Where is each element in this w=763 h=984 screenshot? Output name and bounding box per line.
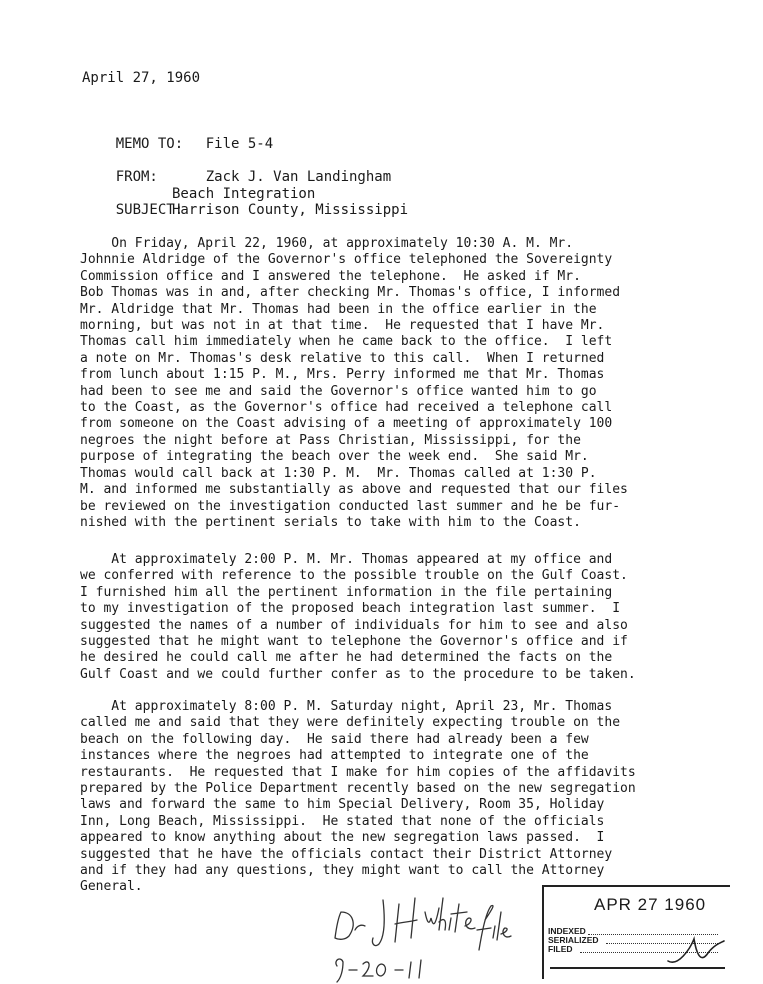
paragraph-line: nished with the pertinent serials to take with him to the Coast. <box>80 514 581 530</box>
stamp-date: APR 27 1960 <box>594 895 707 914</box>
paragraph-line: morning, but was not in at that time. He requested that I have Mr. <box>80 318 605 334</box>
stamp-label-filed: FILED <box>548 944 573 954</box>
stamp-label-serialized: SERIALIZED <box>548 935 599 945</box>
memo-date: April 27, 1960 <box>82 70 201 86</box>
paragraph-line: Johnnie Aldridge of the Governor's office telephoned the Sovereignty <box>80 252 613 268</box>
paragraph-line: Gulf Coast and we could further confer as to the procedure to be taken. <box>80 666 636 682</box>
paragraph-line: Inn, Long Beach, Mississippi. He stated that none of the officials <box>80 813 605 829</box>
paragraph-line: and if they had any questions, they might want to call the Attorney <box>80 863 605 879</box>
paragraph-3 <box>80 699 720 896</box>
paragraph-line: At approximately 8:00 P. M. Saturday night, April 23, Mr. Thomas <box>80 699 613 714</box>
paragraph-line: Bob Thomas was in and, after checking Mr. Thomas's office, I informed <box>80 285 621 301</box>
paragraph-line: a note on Mr. Thomas's desk relative to this call. When I returned <box>80 350 605 366</box>
handwritten-signature <box>325 878 525 984</box>
paragraph-line: laws and forward the same to him Special Delivery, Room 35, Holiday <box>80 797 605 813</box>
paragraph-line: we conferred with reference to the possible trouble on the Gulf Coast. <box>80 568 628 584</box>
stamp-label-indexed: INDEXED <box>548 926 586 936</box>
paragraph-line: beach on the following day. He said there had already been a few <box>80 731 589 747</box>
paragraph-line: M. and informed me substantially as above and requested that our files <box>80 482 628 498</box>
paragraph-line: instances where the negroes had attempted to integrate one of the <box>80 748 589 764</box>
paragraph-line: suggested the names of a number of individuals for him to see and also <box>80 617 628 633</box>
paragraph-line: restaurants. He requested that I make for him copies of the affidavits <box>80 764 636 780</box>
stamp-initials <box>664 931 726 971</box>
paragraph-line: Thomas call him immediately when he came back to the office. I left <box>80 334 613 350</box>
paragraph-line: appeared to know anything about the new segregation laws passed. I <box>80 830 605 846</box>
paragraph-line: Mr. Aldridge that Mr. Thomas had been in the office earlier in the <box>80 301 597 317</box>
from-value: Zack J. Van Landingham <box>205 169 392 185</box>
memo-to-label: MEMO TO: <box>115 136 184 152</box>
memo-to-value: File 5-4 <box>205 136 274 152</box>
subject-label: SUBJECT: <box>115 202 184 218</box>
subject-value <box>172 186 408 218</box>
paragraph-line: he desired he could call me after he had determined the facts on the <box>80 650 613 666</box>
paragraph-line: purpose of integrating the beach over the week end. She said Mr. <box>80 449 589 465</box>
subject-line-2: Harrison County, Mississippi <box>172 202 409 218</box>
paragraph-line: from someone on the Coast advising of a meeting of approximately 100 <box>80 416 613 432</box>
paragraph-line: General. <box>80 879 143 895</box>
paragraph-line: On Friday, April 22, 1960, at approximately 10:30 A. M. Mr. <box>80 236 574 251</box>
paragraph-line: to the Coast, as the Governor's office had received a telephone call <box>80 400 613 416</box>
paragraph-line: suggested that he have the officials contact their District Attorney <box>80 846 613 862</box>
paragraph-line: Thomas would call back at 1:30 P. M. Mr. Thomas called at 1:30 P. <box>80 465 597 481</box>
paragraph-line: negroes the night before at Pass Christian, Mississippi, for the <box>80 432 581 448</box>
from-label: FROM: <box>115 169 158 185</box>
paragraph-line: be reviewed on the investigation conducted last summer and he be fur- <box>80 498 621 514</box>
paragraph-1 <box>80 236 720 531</box>
paragraph-line: Commission office and I answered the telephone. He asked if Mr. <box>80 268 581 284</box>
paragraph-line: At approximately 2:00 P. M. Mr. Thomas appeared at my office and <box>80 552 613 567</box>
paragraph-line: called me and said that they were definitely expecting trouble on the <box>80 715 621 731</box>
paragraph-line: had been to see me and said the Governor's office wanted him to go <box>80 383 597 399</box>
received-stamp <box>542 885 730 979</box>
paragraph-line: I furnished him all the pertinent information in the file pertaining <box>80 584 613 600</box>
paragraph-line: from lunch about 1:15 P. M., Mrs. Perry informed me that Mr. Thomas <box>80 367 605 383</box>
paragraph-2 <box>80 552 720 683</box>
paragraph-line: suggested that he might want to telephone the Governor's office and if <box>80 634 628 650</box>
paragraph-line: prepared by the Police Department recently based on the new segregation <box>80 781 636 797</box>
paragraph-line: to my investigation of the proposed beach integration last summer. I <box>80 601 621 617</box>
subject-line-1: Beach Integration <box>172 186 316 202</box>
